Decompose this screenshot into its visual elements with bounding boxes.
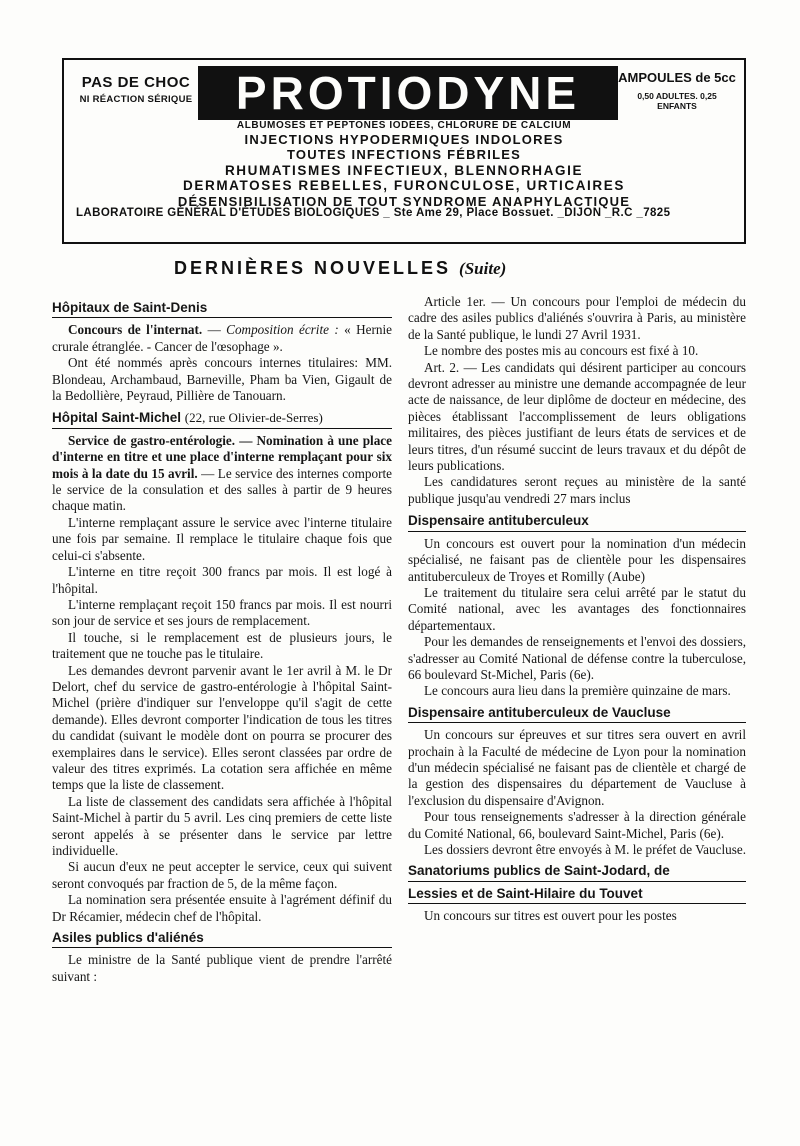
paragraph: Les candidatures seront reçues au ministère de la santé publique jusqu'au vendredi 27 mars inclus: [408, 474, 746, 506]
text: — Le service des internes comporte le service de la consulation et des salles à partir de 9 heures chaque matin.: [52, 465, 393, 514]
paragraph: [52, 322, 392, 355]
section-title-text: Hôpital Saint-Michel: [52, 410, 182, 426]
page-title: [174, 258, 506, 279]
dash: —: [202, 322, 227, 338]
paragraph: L'interne remplaçant reçoit 150 francs par mois. Il est nourri son jour de service et ses jours de remplacement.: [52, 596, 392, 629]
paragraph: [52, 433, 392, 515]
section-title: Dispensaire antituberculeux de Vaucluse: [408, 705, 746, 723]
left-column: [52, 294, 392, 985]
ad-line: DÉSENSIBILISATION DE TOUT SYNDROME ANAPHYLACTIQUE: [177, 194, 631, 209]
right-column: [408, 294, 746, 925]
section-title: Asiles publics d'aliénés: [52, 930, 392, 948]
paragraph: Le nombre des postes mis au concours est fixé à 10.: [424, 343, 699, 359]
paragraph: Un concours sur épreuves et sur titres sera ouvert en avril prochain à la Faculté de médecine de Lyon pour la nomination d'un médecin spécialisé ne faisant pas de clientèle et chargé de la gestion des dispensaires du département de Vaucluse à l'exclusion du dispensaire d'Avignon.: [408, 727, 746, 808]
ad-left-line2: NI RÉACTION SÉRIQUE: [79, 94, 193, 105]
ad-left-block: [72, 74, 200, 105]
paragraph: La nomination sera présentée ensuite à l'agrément définif du Dr Récamier, médecin chef de l'hôpital.: [52, 892, 392, 924]
paragraph: La liste de classement des candidats sera affichée à l'hôpital Saint-Michel à partir du 5 avril. Les cinq premiers de cette liste seront appelés à se présenter dans le service par lettre individuelle.: [52, 793, 392, 858]
ad-laboratory-address: LABORATOIRE GÉNÉRAL D'ÉTUDES BIOLOGIQUES _ Ste Ame 29, Place Bossuet. _DIJON _R.C _7825: [76, 207, 671, 219]
paragraph: Pour tous renseignements s'adresser à la direction générale du Comité National, 66, boulevard Saint-Michel, Paris (6e).: [408, 809, 746, 841]
section-title: [52, 410, 392, 428]
paragraph: Le concours aura lieu dans la première quinzaine de mars.: [424, 683, 731, 699]
ad-line: ALBUMOSES ET PEPTONES IODÉES, CHLORURE DE CALCIUM: [236, 120, 572, 131]
ad-line: DERMATOSES REBELLES, FURONCULOSE, URTICAIRES: [183, 178, 625, 193]
text: « Hernie crurale étranglée. - Cancer de l'œsophage ».: [52, 322, 393, 354]
ad-right-line1: AMPOULES de 5cc: [618, 70, 736, 85]
ad-line: TOUTES INFECTIONS FÉBRILES: [287, 147, 521, 162]
ad-left-line1: PAS DE CHOC: [81, 74, 191, 91]
paragraph: Ont été nommés après concours internes titulaires: MM. Blondeau, Archambaud, Barneville, Pham ba Vien, Gigault de la Bedollière, Peyraud, Pillière de Tanouarn.: [52, 355, 392, 404]
paragraph: Un concours est ouvert pour la nomination d'un médecin spécialisé, ne faisant pas de clientèle pour les dispensaires antituberculeux de Troyes et Romilly (Aube): [408, 535, 746, 584]
bold-lead: Concours de l'internat.: [68, 322, 203, 338]
section-title: Dispensaire antituberculeux: [408, 513, 746, 531]
italic-phrase: Composition écrite :: [226, 322, 339, 338]
page-title-suite: (Suite): [459, 259, 507, 278]
bold-lead: Service de gastro-entérologie. — Nomination à une place d'interne en titre et une place d'interne remplaçant pour six mois à la date du 15 avril.: [52, 432, 392, 481]
ad-indications: [64, 120, 744, 209]
ad-brand-name: PROTIODYNE: [198, 66, 618, 120]
paragraph: L'interne remplaçant assure le service avec l'interne titulaire une fois par semaine. Il remplace le titulaire chaque fois que celui-ci s'absente.: [52, 514, 392, 563]
paragraph: Le ministre de la Santé publique vient de prendre l'arrêté suivant :: [52, 952, 392, 984]
ad-right-block: [618, 70, 736, 111]
section-title-line: Sanatoriums publics de Saint-Jodard, de: [408, 863, 746, 881]
ad-line: RHUMATISMES INFECTIEUX, BLENNORHAGIE: [224, 163, 584, 178]
paragraph: Si aucun d'eux ne peut accepter le service, ceux qui suivent seront convoqués par fraction de 5, de la même façon.: [52, 859, 392, 891]
paragraph: Art. 2. — Les candidats qui désirent participer au concours devront adresser au ministre une demande accompagnée de leur acte de naissance, de leur diplôme de docteur en médecine, des pièces établissant l'accomplissement de leurs obligations militaires, des pièces justifiant de leurs états de services et de leurs titres, d'un résumé succint de leurs travaux et du dépôt de leurs publications.: [408, 359, 746, 474]
section-title-address: (22, rue Olivier-de-Serres): [184, 410, 323, 426]
paragraph: L'interne en titre reçoit 300 francs par mois. Il est logé à l'hôpital.: [52, 564, 392, 596]
paragraph: Les dossiers devront être envoyés à M. le préfet de Vaucluse.: [424, 842, 747, 857]
protiodyne-advertisement: [62, 58, 746, 244]
paragraph: Un concours sur titres est ouvert pour les postes: [424, 908, 677, 924]
ad-line: INJECTIONS HYPODERMIQUES INDOLORES: [244, 132, 564, 147]
section-title-line: Lessies et de Saint-Hilaire du Touvet: [408, 886, 746, 904]
paragraph: Il touche, si le remplacement est de plusieurs jours, le traitement que ne touche pas le titulaire.: [52, 629, 392, 662]
paragraph: Le traitement du titulaire sera celui arrêté par le statut du Comité national, avec les avantages des fonctionnaires départementaux.: [408, 584, 746, 633]
paragraph: Pour les demandes de renseignements et l'envoi des dossiers, s'adresser au Comité National de défense contre la tuberculose, 66 boulevard St-Michel, Paris (6e).: [408, 634, 746, 682]
section-title: Hôpitaux de Saint-Denis: [52, 300, 392, 318]
ad-right-line2: 0,50 ADULTES. 0,25 ENFANTS: [637, 91, 717, 111]
page-title-text: DERNIÈRES NOUVELLES: [174, 258, 452, 278]
paragraph: Les demandes devront parvenir avant le 1er avril à M. le Dr Delort, chef du service de gastro-entérologie à l'hôpital Saint-Michel (prière d'indiquer sur l'enveloppe qu'il s'agit de cette demande). Elles devront comporter l'indication de tous les titres du candidat (suivant le modèle dont on pourra se procurer des exemplaires dans le service). Elles seront classées par ordre de valeur des titres exprimés. La cotation sera affichée en même temps que la liste de classement.: [52, 662, 392, 793]
paragraph: Article 1er. — Un concours pour l'emploi de médecin du cadre des asiles publics d'aliénés s'ouvrira à Paris, au ministère de la Santé publique, le lundi 27 Avril 1931.: [408, 294, 746, 342]
